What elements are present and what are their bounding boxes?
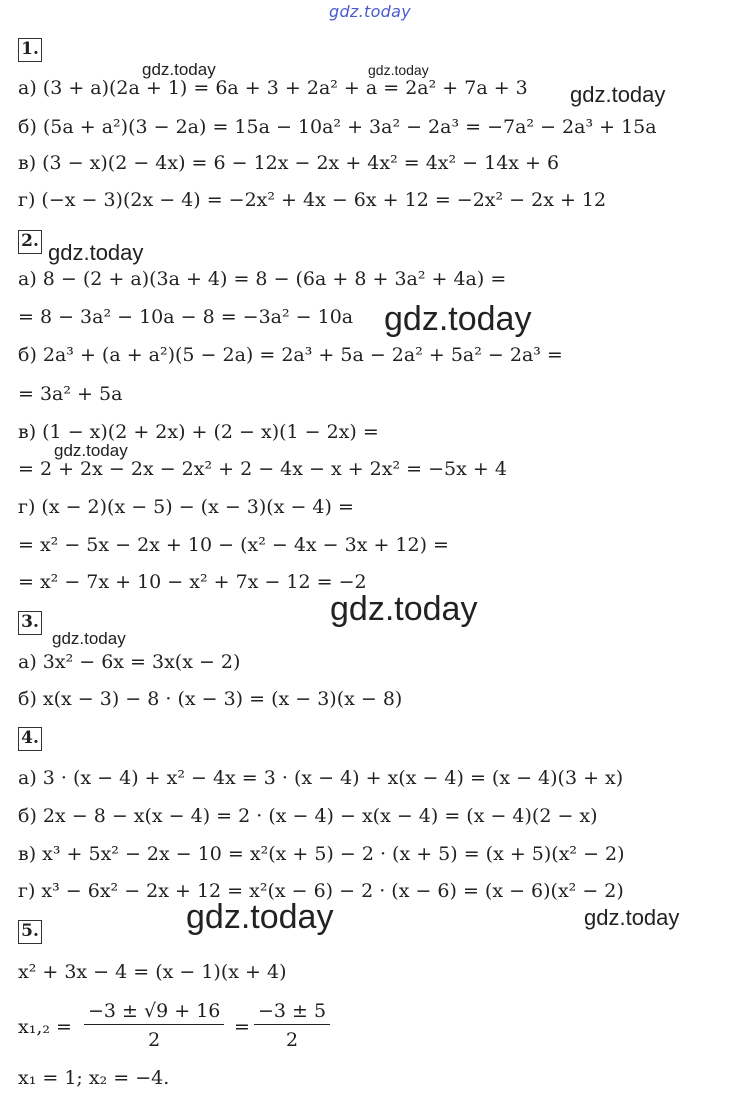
section-number-4: 4. (18, 727, 42, 751)
factorization-line: x² + 3x − 4 = (x − 1)(x + 4) (18, 961, 287, 983)
watermark: gdz.today (54, 441, 128, 460)
solution-line: = 8 − 3a² − 10a − 8 = −3a² − 10a (18, 306, 354, 328)
watermark: gdz.today (570, 82, 666, 107)
watermark: gdz.today (584, 905, 680, 930)
roots-label: x₁,₂ = (18, 1016, 72, 1038)
fraction-numerator: −3 ± 5 (254, 1000, 330, 1025)
solution-line: = 3a² + 5a (18, 383, 123, 405)
solution-line: = x² − 5x − 2x + 10 − (x² − 4x − 3x + 12) = (18, 534, 449, 556)
solution-line: = 2 + 2x − 2x − 2x² + 2 − 4x − x + 2x² = −5x + 4 (18, 458, 507, 480)
solution-line: а) 8 − (2 + a)(3a + 4) = 8 − (6a + 8 + 3a² + 4a) = (18, 268, 507, 290)
watermark: gdz.today (142, 60, 216, 79)
solution-line: в) (1 − x)(2 + 2x) + (2 − x)(1 − 2x) = (18, 421, 379, 443)
equals-sign: = (234, 1016, 250, 1038)
section-number-5: 5. (18, 920, 42, 944)
watermark: gdz.today (52, 629, 126, 648)
watermark: gdz.today (384, 300, 532, 338)
section-number-3: 3. (18, 611, 42, 635)
solution-line: а) 3x² − 6x = 3x(x − 2) (18, 651, 241, 673)
header-watermark: gdz.today (329, 2, 411, 21)
solution-line: б) x(x − 3) − 8 · (x − 3) = (x − 3)(x − 8) (18, 688, 403, 710)
solution-line: б) 2x − 8 − x(x − 4) = 2 · (x − 4) − x(x − 4) = (x − 4)(2 − x) (18, 805, 598, 827)
watermark: gdz.today (48, 240, 144, 265)
fraction-denominator: 2 (148, 1029, 161, 1051)
solution-line: = x² − 7x + 10 − x² + 7x − 12 = −2 (18, 571, 367, 593)
solution-line: в) (3 − x)(2 − 4x) = 6 − 12x − 2x + 4x² = 4x² − 14x + 6 (18, 152, 560, 174)
solution-line: г) (−x − 3)(2x − 4) = −2x² + 4x − 6x + 12 = −2x² − 2x + 12 (18, 189, 607, 211)
solution-line: г) x³ − 6x² − 2x + 12 = x²(x − 6) − 2 · (x − 6) = (x − 6)(x² − 2) (18, 880, 624, 902)
watermark: gdz.today (330, 590, 478, 628)
watermark: gdz.today (368, 62, 429, 78)
solution-line: а) (3 + a)(2a + 1) = 6a + 3 + 2a² + a = 2a² + 7a + 3 (18, 77, 528, 99)
solution-line: г) (x − 2)(x − 5) − (x − 3)(x − 4) = (18, 496, 354, 518)
simplified-fraction (254, 1000, 330, 1051)
solution-line: в) x³ + 5x² − 2x − 10 = x²(x + 5) − 2 · (x + 5) = (x + 5)(x² − 2) (18, 843, 625, 865)
section-number-2: 2. (18, 230, 42, 254)
watermark: gdz.today (186, 898, 334, 936)
fraction-denominator: 2 (286, 1029, 299, 1051)
solution-line: б) (5a + a²)(3 − 2a) = 15a − 10a² + 3a² − 2a³ = −7a² − 2a³ + 15a (18, 116, 657, 138)
answer-line: x₁ = 1; x₂ = −4. (18, 1067, 170, 1089)
quadratic-formula-fraction (84, 1000, 224, 1051)
solution-line: а) 3 · (x − 4) + x² − 4x = 3 · (x − 4) + x(x − 4) = (x − 4)(3 + x) (18, 767, 624, 789)
section-number-1: 1. (18, 38, 42, 62)
fraction-numerator: −3 ± √9 + 16 (84, 1000, 224, 1025)
solution-line: б) 2a³ + (a + a²)(5 − 2a) = 2a³ + 5a − 2a² + 5a² − 2a³ = (18, 344, 563, 366)
